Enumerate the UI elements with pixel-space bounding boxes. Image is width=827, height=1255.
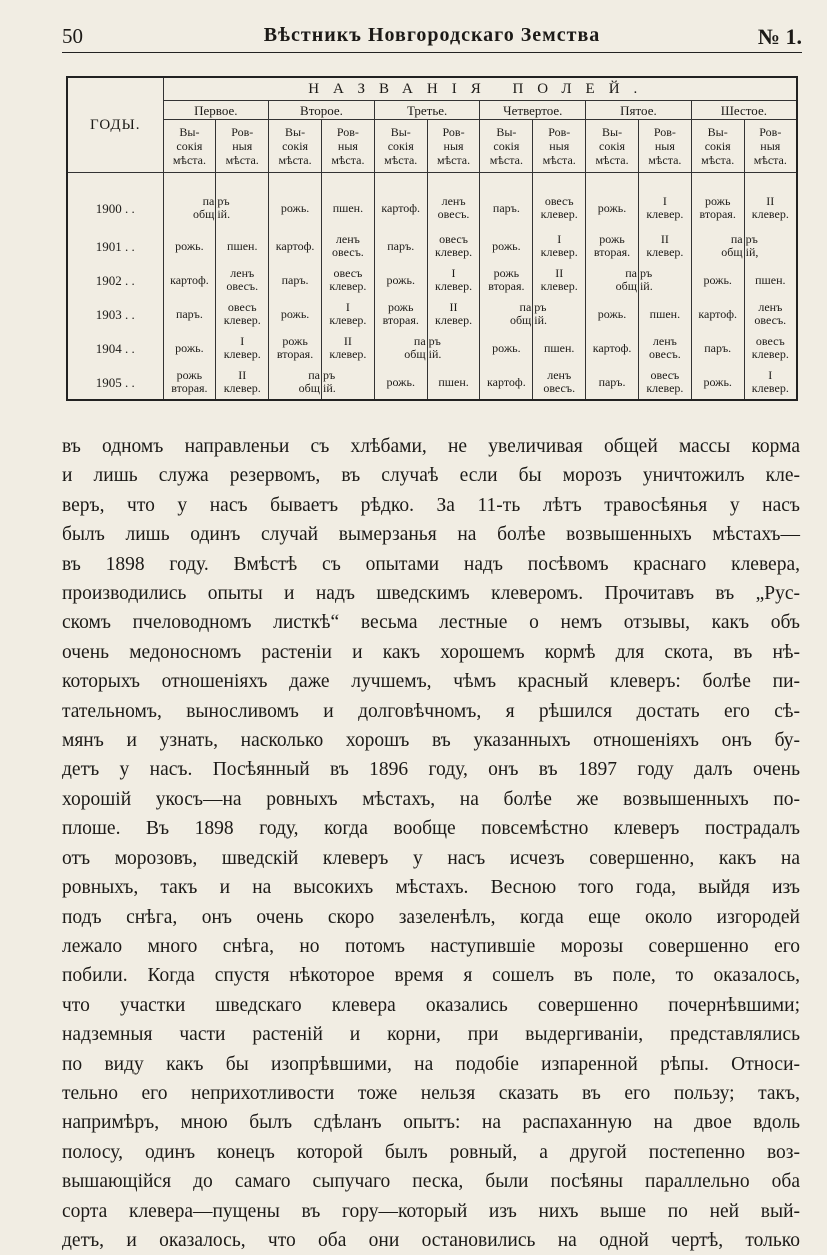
subheading-word: мѣста. [384, 153, 418, 167]
crop-word: вторая. [171, 381, 208, 395]
crop-cell [321, 229, 374, 263]
crop-word: картоф. [592, 340, 632, 355]
crop-cell [480, 297, 533, 331]
crop-word: I [451, 266, 456, 280]
crop-word: вторая. [488, 279, 525, 293]
crop-cell [744, 263, 797, 297]
text-line: которыхъ отношеніяхъ даже лучшемъ, чѣмъ красный клеверъ: болѣе пи- [62, 671, 800, 693]
text-line: тательномъ, выносливомъ и долговѣчномъ, я рѣшился достать его сѣ- [62, 700, 800, 722]
crop-cell [533, 229, 586, 263]
crop-word: овесъ. [648, 347, 681, 361]
crop-word: рожь. [597, 306, 627, 321]
crop-word: общ [721, 245, 743, 259]
field-heading: Шестое. [691, 101, 797, 120]
crop-cell [744, 365, 797, 400]
crop-word: рожь [599, 232, 625, 246]
high-places-subheading [374, 120, 427, 173]
crop-word: II [449, 300, 458, 314]
text-line: былъ лишь одинъ случай вымерзанья на болѣе возвышенныхъ мѣстахъ— [62, 524, 800, 546]
text-line: вышающійся до самаго сыпучаго песка, были посѣяны параллельно оба [62, 1171, 800, 1193]
crop-word: па [413, 334, 426, 348]
crop-word: клевер. [223, 381, 261, 395]
crop-word: II [766, 194, 775, 208]
level-places-subheading [321, 120, 374, 173]
crop-cell [533, 365, 586, 400]
subheading-word: сокія [599, 139, 626, 153]
crop-word: рожь [176, 368, 203, 382]
crop-cell [480, 229, 533, 263]
crop-word: клевер. [435, 279, 473, 293]
subheading-word: мѣста. [278, 153, 312, 167]
crop-word: I [768, 368, 773, 382]
crop-cell [638, 331, 691, 365]
crop-word: общ [192, 207, 215, 221]
crop-cell [321, 297, 374, 331]
crop-word: пшен. [227, 238, 258, 253]
subheading-word: мѣста. [172, 153, 206, 167]
crop-cell [216, 173, 269, 230]
crop-cell [691, 297, 744, 331]
level-places-subheading [744, 120, 797, 173]
crop-word: па [625, 266, 637, 280]
crop-cell [216, 263, 269, 297]
crop-word: па [202, 194, 215, 208]
crop-word: овесъ [439, 232, 468, 246]
crop-cell [480, 365, 533, 400]
crop-word: клевер. [329, 313, 367, 327]
crop-word: I [345, 300, 350, 314]
crop-word: вторая. [276, 347, 314, 361]
crop-cell [163, 263, 216, 297]
crop-word: рожь [704, 194, 731, 208]
year-cell: 1903 . . [67, 297, 163, 331]
crop-word: клевер. [223, 313, 261, 327]
crop-word: клевер. [646, 207, 684, 221]
crop-cell [744, 229, 797, 263]
table-row [67, 331, 797, 365]
crop-word: ръ [217, 194, 230, 208]
crop-cell [216, 229, 269, 263]
crop-cell [638, 365, 691, 400]
year-cell: 1902 . . [67, 263, 163, 297]
subheading-word: ныя [549, 139, 570, 153]
crop-word: ръ [745, 232, 758, 246]
crop-word: вторая. [699, 207, 736, 221]
crop-cell [269, 229, 322, 263]
crop-word: клевер. [646, 245, 684, 259]
crop-cell [691, 263, 744, 297]
crop-word: картоф. [170, 272, 209, 287]
crop-word: паръ. [704, 340, 732, 355]
crop-cell [586, 173, 639, 230]
crop-word: рожь. [280, 200, 310, 215]
crop-cell [533, 297, 586, 331]
crop-cell [269, 173, 322, 230]
crop-cell [321, 331, 374, 365]
subheading-word: Ров- [759, 125, 782, 139]
text-line: тельно его неприхотливости тоже нельзя сказать въ его пользу; такъ, [62, 1082, 800, 1104]
crop-cell [427, 229, 480, 263]
text-line: что участки шведскаго клевера оказались совершенно почернѣвшими; [62, 994, 800, 1016]
crop-word: овесъ [650, 368, 680, 382]
page-number: 50 [62, 24, 83, 48]
crop-word: клевер. [540, 245, 578, 259]
field-heading: Четвертое. [480, 101, 586, 120]
subheading-word: Вы- [602, 125, 623, 139]
crop-cell [269, 297, 322, 331]
subheading-word: Ров- [231, 125, 254, 139]
crop-word: клевер. [646, 381, 684, 395]
crop-word: паръ. [387, 238, 415, 253]
crop-cell [586, 297, 639, 331]
crop-word: овесъ. [226, 279, 259, 293]
crop-word: паръ. [492, 200, 520, 215]
crop-cell [586, 331, 639, 365]
table-row [67, 263, 797, 297]
crop-cell [533, 173, 586, 230]
year-cell: 1900 . . [67, 173, 163, 230]
crop-word: ленъ [547, 368, 572, 382]
crop-word: ій. [534, 313, 548, 327]
crop-word: пшен. [649, 306, 681, 321]
text-line: надземныя части растеній и корни, при выдергиваніи, представлялись [62, 1024, 800, 1046]
high-places-subheading [269, 120, 322, 173]
crop-cell [374, 365, 427, 400]
field-heading: Второе. [269, 101, 375, 120]
subheading-word: Ров- [548, 125, 571, 139]
crop-cell [586, 229, 639, 263]
crop-word: ій. [428, 347, 442, 361]
fields-group-heading: НАЗВАНІЯ ПОЛЕЙ. [163, 77, 797, 101]
subheading-word: мѣста. [753, 153, 787, 167]
body-text [62, 432, 800, 1255]
crop-word: рожь. [703, 272, 732, 287]
crop-word: II [660, 232, 669, 246]
level-places-subheading [427, 120, 480, 173]
text-line: полосу, одинъ конецъ которой былъ ровный, а другой постепенно воз- [62, 1141, 800, 1163]
crop-cell [216, 365, 269, 400]
text-line: подъ снѣга, онъ очень скоро зазеленѣлъ, когда еще около изгородей [62, 906, 800, 928]
high-places-subheading [480, 120, 533, 173]
text-line: мянъ и узнать, насколько хорошъ въ указанныхъ отношеніяхъ онъ бу- [62, 730, 800, 752]
crop-word: рожь. [175, 340, 204, 355]
crop-cell [638, 263, 691, 297]
year-cell: 1901 . . [67, 229, 163, 263]
subheading-word: ныя [654, 139, 675, 153]
crop-cell [533, 331, 586, 365]
crop-word: клевер. [435, 245, 473, 259]
field-heading: Первое. [163, 101, 269, 120]
subheading-word: ныя [232, 139, 253, 153]
crop-word: клевер. [540, 279, 578, 293]
level-places-subheading [638, 120, 691, 173]
subheading-word: мѣста. [331, 153, 365, 167]
crop-cell [480, 263, 533, 297]
crop-word: па [519, 300, 532, 314]
level-places-subheading [533, 120, 586, 173]
crop-word: ленъ [441, 194, 466, 208]
crop-word: I [240, 334, 245, 348]
year-cell: 1904 . . [67, 331, 163, 365]
crop-cell [691, 365, 744, 400]
crop-cell [586, 263, 639, 297]
crop-word: ръ [534, 300, 547, 314]
text-line: сорта клевера—пущены въ гору—который изъ нихъ выше по ней вый- [62, 1200, 800, 1222]
crop-word: рожь. [175, 238, 204, 253]
text-line: детъ, и оказалось, что оба они остановились на одной чертѣ, только [62, 1229, 800, 1251]
crop-word: овесъ [333, 266, 363, 280]
field-heading: Пятое. [586, 101, 692, 120]
crop-cell [269, 365, 322, 400]
crop-cell [216, 331, 269, 365]
crop-word: рожь [282, 334, 308, 348]
crop-cell [638, 173, 691, 230]
crop-word: овесъ. [754, 313, 787, 327]
crop-word: овесъ. [543, 381, 576, 395]
crop-cell [163, 173, 216, 230]
crop-cell [427, 365, 480, 400]
subheading-word: Вы- [285, 125, 306, 139]
subheading-word: сокія [493, 139, 520, 153]
subheading-word: мѣста. [648, 153, 682, 167]
text-line: въ одномъ направленьи съ хлѣбами, не увеличивая общей массы корма [62, 436, 800, 457]
text-line: веръ, что у насъ бываетъ рѣдко. За 11-ть лѣтъ травосѣянья у насъ [62, 494, 800, 516]
crop-word: па [308, 368, 320, 382]
crop-word: рожь [387, 300, 414, 314]
text-line: плоше. Въ 1898 году, когда вообще повсемѣстно клеверъ пострадалъ [62, 818, 800, 840]
crop-cell [480, 173, 533, 230]
crop-word: клевер. [751, 207, 789, 221]
text-line: очень медоносномъ растеніи и какъ хорошемъ кормѣ для скота, въ нѣ- [62, 641, 800, 663]
crop-cell [744, 331, 797, 365]
table-row [67, 229, 797, 263]
crop-cell [374, 297, 427, 331]
crop-cell [533, 263, 586, 297]
crop-word: овесъ [227, 300, 257, 314]
text-line: по виду какъ бы изопрѣвшими, на подобіе изпаренной рѣпы. Относи- [62, 1053, 800, 1075]
crop-word: картоф. [275, 238, 315, 253]
running-header [62, 22, 802, 53]
crop-cell [321, 365, 374, 400]
subheading-word: сокія [282, 139, 309, 153]
crop-cell [638, 297, 691, 331]
crop-word: рожь. [597, 200, 627, 215]
crop-word: II [238, 368, 247, 382]
subheading-word: мѣста. [436, 153, 471, 167]
crop-word: общ [509, 313, 532, 327]
subheading-word: Вы- [390, 125, 411, 139]
crop-word: ленъ [230, 266, 255, 280]
subheading-word: сокія [704, 139, 731, 153]
crop-word: ій. [639, 279, 653, 293]
subheading-word: Ров- [336, 125, 359, 139]
crop-word: клевер. [329, 347, 367, 361]
text-line: побили. Когда спустя нѣкоторое время я сошелъ въ поле, то оказалось, [62, 965, 800, 987]
crop-word: вторая. [593, 245, 631, 259]
crop-word: рожь. [386, 272, 415, 287]
crop-word: I [557, 232, 562, 246]
crop-word: картоф. [698, 306, 738, 321]
crop-word: пшен. [438, 374, 469, 389]
text-line: детъ у насъ. Посѣянный въ 1896 году, онъ въ 1897 году далъ очень [62, 759, 800, 781]
crop-word: пшен. [544, 340, 575, 355]
crop-cell [638, 229, 691, 263]
crop-word: II [343, 334, 352, 348]
crop-cell [374, 229, 427, 263]
crop-word: рожь. [703, 374, 732, 389]
subheading-word: Ров- [653, 125, 676, 139]
crop-cell [744, 297, 797, 331]
subheading-word: Вы- [707, 125, 728, 139]
crop-cell [321, 263, 374, 297]
crop-cell [163, 365, 216, 400]
crop-word: клевер. [223, 347, 261, 361]
crop-word: I [662, 194, 667, 208]
subheading-word: мѣста. [595, 153, 629, 167]
issue-number: № 1. [757, 24, 802, 49]
subheading-word: Вы- [179, 125, 200, 139]
years-heading: ГОДЫ. [67, 77, 163, 173]
crop-word: ленъ [758, 300, 783, 314]
crop-word: общ [298, 381, 320, 395]
crop-word: паръ. [175, 306, 203, 321]
text-line: ровныхъ, такъ и на высокихъ мѣстахъ. Весною того года, выйдя изъ [62, 877, 800, 899]
crop-word: ій. [217, 207, 231, 221]
crop-cell [691, 173, 744, 230]
crop-word: ій, [745, 245, 759, 259]
crop-cell [427, 297, 480, 331]
crop-word: овесъ. [437, 207, 470, 221]
crop-cell [163, 297, 216, 331]
crop-word: пшен. [332, 200, 364, 215]
high-places-subheading [163, 120, 216, 173]
high-places-subheading [586, 120, 639, 173]
subheading-word: сокія [176, 139, 203, 153]
crop-cell [163, 229, 216, 263]
crop-word: пшен. [755, 272, 786, 287]
crop-word: ръ [428, 334, 441, 348]
text-line: лежало много снѣга, но потомъ наступившіе морозы совершенно его [62, 935, 800, 957]
crop-word: клевер. [435, 313, 473, 327]
crop-cell [321, 173, 374, 230]
text-line: скомъ пчеловодномъ листкѣ“ весьма лестные о немъ отзывы, какъ объ [62, 612, 800, 634]
high-places-subheading [691, 120, 744, 173]
crop-cell [480, 331, 533, 365]
journal-title: Вѣстникъ Новгородскаго Земства [263, 24, 601, 46]
crop-word: овесъ [544, 194, 574, 208]
text-line: и лишь служа резервомъ, въ случаѣ если бы морозъ уничтожилъ кле- [62, 465, 800, 487]
level-places-subheading [216, 120, 269, 173]
subheading-word: Вы- [496, 125, 517, 139]
crop-word: ій. [322, 381, 336, 395]
crop-cell [691, 331, 744, 365]
crop-word: овесъ. [332, 245, 364, 259]
text-line: отъ морозовъ, шведскій клеверъ у насъ исчезъ совершенно, какъ на [62, 847, 800, 869]
crop-rotation-table [66, 76, 798, 401]
crop-word: ръ [322, 368, 336, 382]
crop-rotation-table-wrapper [66, 76, 800, 416]
crop-word: рожь [493, 266, 520, 280]
crop-word: паръ. [598, 374, 626, 389]
subheading-word: мѣста. [701, 153, 735, 167]
crop-cell [374, 263, 427, 297]
crop-word: паръ. [281, 272, 309, 287]
text-line: напримѣръ, мною былъ сдѣланъ опытъ: на распаханную на двое вдоль [62, 1112, 800, 1134]
table-row [67, 297, 797, 331]
text-line: хорошій укосъ—на ровныхъ мѣстахъ, на болѣе же возвышенныхъ по- [62, 788, 800, 810]
subheading-word: мѣста. [542, 153, 576, 167]
subheading-word: ныя [443, 139, 464, 153]
table-row [67, 173, 797, 230]
field-heading: Третье. [374, 101, 480, 120]
crop-word: общ [615, 279, 637, 293]
subheading-word: ныя [760, 139, 781, 153]
crop-word: клевер. [751, 347, 789, 361]
crop-word: рожь. [492, 340, 521, 355]
text-line: въ 1898 году. Вмѣстѣ съ опытами надъ посѣвомъ краснаго клевера, [62, 553, 800, 575]
subheading-word: Ров- [442, 125, 465, 139]
crop-cell [374, 173, 427, 230]
crop-word: рожь. [492, 238, 521, 253]
subheading-word: мѣста. [225, 153, 259, 167]
crop-word: ленъ [335, 232, 360, 246]
crop-cell [691, 229, 744, 263]
crop-cell [427, 263, 480, 297]
crop-word: картоф. [381, 200, 421, 215]
crop-cell [744, 173, 797, 230]
text-line: производились опыты и надъ шведскимъ клеверомъ. Прочитавъ въ „Рус- [62, 583, 800, 605]
crop-word: клевер. [540, 207, 578, 221]
crop-word: II [555, 266, 564, 280]
crop-word: ръ [639, 266, 653, 280]
crop-cell [163, 331, 216, 365]
crop-word: овесъ [755, 334, 785, 348]
crop-word: ленъ [652, 334, 677, 348]
crop-word: рожь. [386, 374, 415, 389]
crop-cell [427, 173, 480, 230]
crop-word: картоф. [487, 374, 526, 389]
year-cell: 1905 . . [67, 365, 163, 400]
crop-cell [216, 297, 269, 331]
crop-cell [269, 331, 322, 365]
crop-word: рожь. [280, 306, 310, 321]
table-row [67, 365, 797, 400]
crop-word: па [730, 232, 743, 246]
crop-word: клевер. [329, 279, 367, 293]
subheading-word: сокія [387, 139, 414, 153]
subheading-word: мѣста. [489, 153, 523, 167]
crop-word: вторая. [382, 313, 419, 327]
subheading-word: ныя [337, 139, 358, 153]
crop-word: общ [404, 347, 426, 361]
crop-cell [586, 365, 639, 400]
crop-cell [427, 331, 480, 365]
crop-word: клевер. [751, 381, 789, 395]
crop-cell [269, 263, 322, 297]
crop-cell [374, 331, 427, 365]
